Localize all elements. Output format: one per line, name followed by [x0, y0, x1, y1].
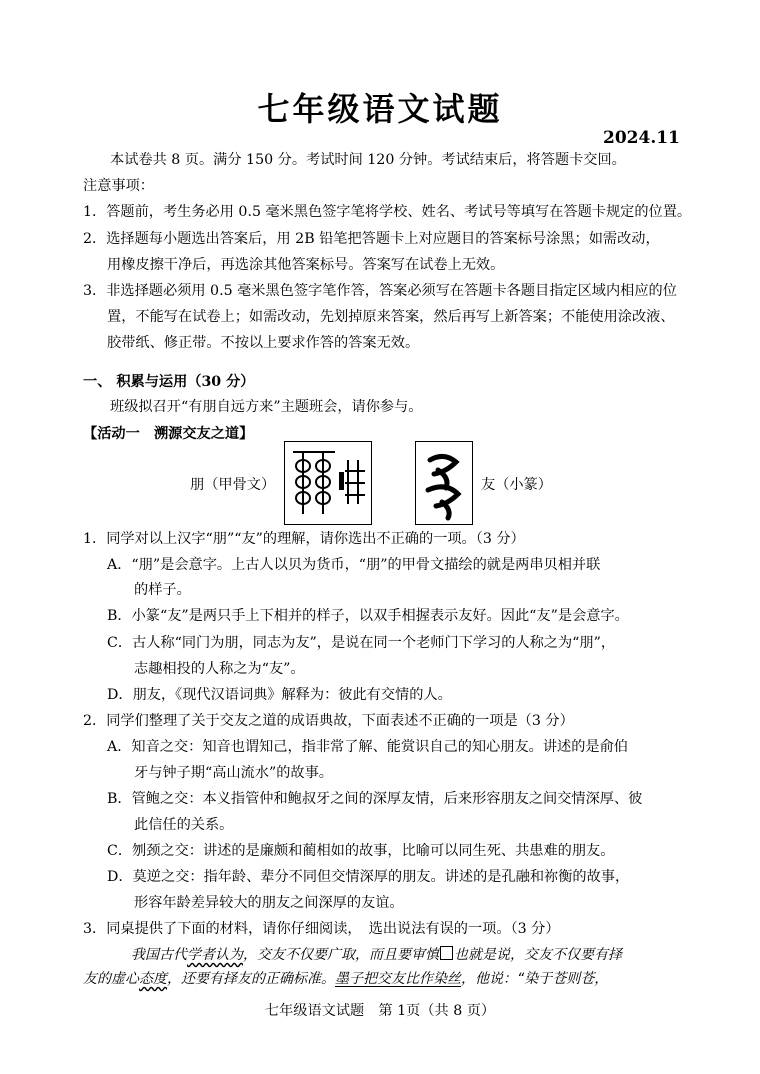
material-text: ，交友不仅要广取，而且要审慎: [243, 947, 439, 963]
note-line: 2．选择题每小题选出答案后，用 2B 铅笔把答题卡上对应题目的答案标号涂黑；如需改动，: [83, 231, 660, 247]
option-line: D．莫逆之交：指年龄、辈分不同但交情深厚的朋友。讲述的是孔融和祢衡的故事，: [107, 869, 630, 885]
you-seal-script-image: [415, 441, 473, 525]
option-line: D．朋友，《现代汉语词典》解释为：彼此有交情的人。: [107, 687, 452, 703]
material-underlined: 学者: [187, 947, 215, 963]
option-line: B．小篆“友”是两只手上下相并的样子，以双手相握表示友好。因此“友”是会意字。: [107, 608, 629, 624]
material-text: 也就是说，交友不仅要有择: [454, 947, 622, 963]
section-heading: 一、 积累与运用（30 分）: [83, 374, 255, 390]
label-you: 友（小篆）: [481, 477, 552, 493]
exam-date: 2024.11: [603, 128, 680, 148]
material-underlined: 墨子把交友比作染丝: [335, 971, 461, 987]
option-line: 的样子。: [134, 582, 191, 598]
option-line: 形容年龄差异较大的朋友之间深厚的友谊。: [134, 895, 404, 911]
activity-heading: 【活动一 溯源交友之道】: [83, 426, 254, 442]
option-line: A．“朋”是会意字。上古人以贝为货币，“朋”的甲骨文描绘的就是两串贝相并联: [107, 557, 601, 573]
material-underlined: 认为: [215, 947, 243, 963]
note-line: 用橡皮擦干净后，再选涂其他答案标号。答案写在试卷上无效。: [107, 257, 505, 273]
note-line: 1．答题前，考生务必用 0.5 毫米黑色签字笔将学校、姓名、考试号等填写在答题卡规定的位置。: [83, 204, 692, 220]
material-text: ，还要有择友的正确标准。: [167, 971, 335, 987]
option-line: B．管鲍之交：本义指管仲和鲍叔牙之间的深厚友情，后来形容朋友之间交情深厚、彼: [107, 791, 643, 807]
option-line: C．古人称“同门为朋，同志为友”，是说在同一个老师门下学习的人称之为“朋”，: [107, 635, 616, 651]
note-line: 3．非选择题必须用 0.5 毫米黑色签字笔作答，答案必须写在答题卡各题目指定区域内相应的位: [83, 283, 677, 299]
note-line: 胶带纸、修正带。不按以上要求作答的答案无效。: [107, 335, 420, 351]
section-lead: 班级拟召开“有朋自远方来”主题班会，请你参与。: [110, 399, 423, 415]
material-text: 友的虚心: [83, 971, 139, 987]
question-stem: 1．同学对以上汉字“朋”“友”的理解，请你选出不正确的一项。（3 分）: [83, 531, 525, 547]
peng-glyph-icon: [285, 442, 371, 524]
option-line: A．知音之交：知音也谓知己，指非常了解、能赏识自己的知心朋友。讲述的是俞伯: [107, 739, 628, 755]
you-glyph-icon: [416, 442, 472, 524]
material-text: ，他说：“染于苍则苍，: [461, 971, 609, 987]
page-title: 七年级语文试题: [257, 90, 503, 128]
question-stem: 2．同学们整理了关于交友之道的成语典故，下面表述不正确的一项是（3 分）: [83, 713, 574, 729]
page-footer: 七年级语文试题 第 1页（共 8 页）: [264, 1003, 496, 1019]
label-peng: 朋（甲骨文）: [190, 477, 276, 493]
option-line: 牙与钟子期“高山流水”的故事。: [134, 765, 333, 781]
note-line: 置，不能写在试卷上；如需改动，先划掉原来答案，然后再写上新答案；不能使用涂改液、: [107, 309, 675, 325]
intro-text: 本试卷共 8 页。满分 150 分。考试时间 120 分钟。考试结束后，将答题卡交回。: [110, 152, 626, 168]
material-text: 我国古代: [131, 947, 187, 963]
question-stem: 3．同桌提供了下面的材料，请你仔细阅读， 选出说法有误的一项。（3 分）: [83, 921, 560, 937]
option-line: 此信任的关系。: [134, 817, 234, 833]
material-line-1: [131, 945, 622, 965]
blank-box: [440, 946, 453, 960]
option-line: 志趣相投的人称之为“友”。: [134, 661, 305, 677]
material-underlined: 态度: [139, 971, 167, 987]
material-line-2: [83, 969, 608, 989]
option-line: C．刎颈之交：讲述的是廉颇和蔺相如的故事，比喻可以同生死、共患难的朋友。: [107, 843, 615, 859]
notes-label: 注意事项：: [83, 178, 154, 194]
peng-oracle-bone-image: [284, 441, 372, 525]
